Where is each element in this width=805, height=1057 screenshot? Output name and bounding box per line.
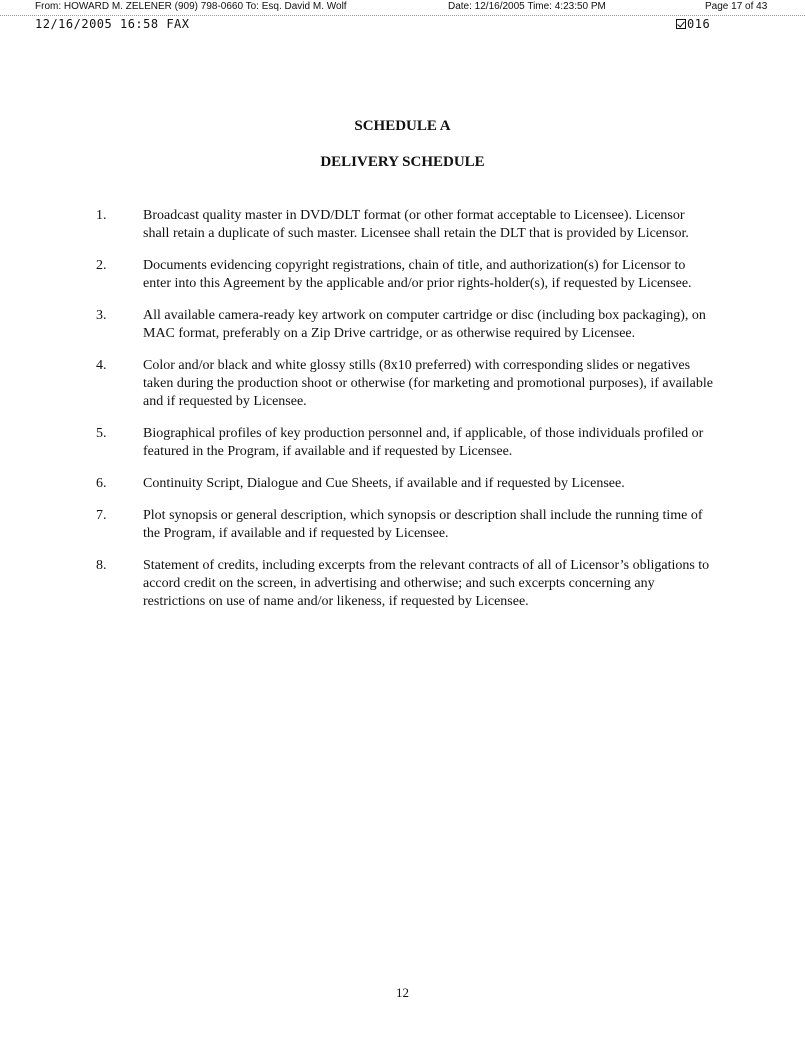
item-number: 3.: [96, 308, 107, 323]
item-number: 4.: [96, 358, 107, 373]
item-number: 1.: [96, 208, 107, 223]
item-text: Statement of credits, including excerpts from the relevant contracts of all of Licensor’s obligations to accord credit on the screen, in advertising and otherwise; and such excerpts concerning any restrictions on use of name and/or likeness, if requested by Licensee.: [143, 558, 710, 609]
item-text: Biographical profiles of key production personnel and, if applicable, of those individuals profiled or featured in the Program, if available and if requested by Licensee.: [143, 426, 704, 459]
item-number: 6.: [96, 476, 107, 491]
list-item: [0, 307, 805, 343]
item-text: Plot synopsis or general description, which synopsis or description shall include the running time of the Program, if available and if requested by Licensee.: [143, 508, 703, 541]
list-item: [0, 475, 805, 493]
fax-code: [676, 16, 710, 32]
item-text: All available camera-ready key artwork on computer cartridge or disc (including box packaging), on MAC format, preferably on a Zip Drive cartridge, or as otherwise required by Licensee.: [143, 308, 706, 341]
fax-page-count: Page 17 of 43: [705, 1, 768, 12]
delivery-items-list: [0, 207, 805, 625]
document-subtitle: DELIVERY SCHEDULE: [320, 154, 485, 170]
item-text: Color and/or black and white glossy stills (8x10 preferred) with corresponding slides or negatives taken during the production shoot or otherwise (for marketing and promotional purposes), if available and if requested by Licensee.: [143, 358, 713, 409]
list-item: [0, 507, 805, 543]
item-text: Continuity Script, Dialogue and Cue Sheets, if available and if requested by Licensee.: [143, 476, 625, 491]
document-title: SCHEDULE A: [354, 118, 451, 134]
list-item: [0, 257, 805, 293]
page-number: 12: [396, 985, 409, 1000]
checked-box-icon: [676, 19, 686, 29]
fax-from-line: From: HOWARD M. ZELENER (909) 798-0660 To: Esq. David M. Wolf: [35, 1, 347, 12]
item-text: Broadcast quality master in DVD/DLT format (or other format acceptable to Licensee). Licensor shall retain a duplicate of such master. Licensee shall retain the DLT that is provided by Licensor.: [143, 208, 689, 241]
item-number: 7.: [96, 508, 107, 523]
list-item: [0, 207, 805, 243]
list-item: [0, 425, 805, 461]
fax-date-time: Date: 12/16/2005 Time: 4:23:50 PM: [448, 1, 606, 12]
list-item: [0, 557, 805, 611]
fax-header: [0, 0, 805, 14]
item-text: Documents evidencing copyright registrations, chain of title, and authorization(s) for Licensor to enter into this Agreement by the applicable and/or prior rights-holder(s), if requested by Licensee.: [143, 258, 692, 291]
item-number: 5.: [96, 426, 107, 441]
item-number: 2.: [96, 258, 107, 273]
fax-timestamp: 12/16/2005 16:58 FAX: [35, 17, 190, 31]
list-item: [0, 357, 805, 411]
fax-code-number: 016: [687, 17, 711, 31]
item-number: 8.: [96, 558, 107, 573]
